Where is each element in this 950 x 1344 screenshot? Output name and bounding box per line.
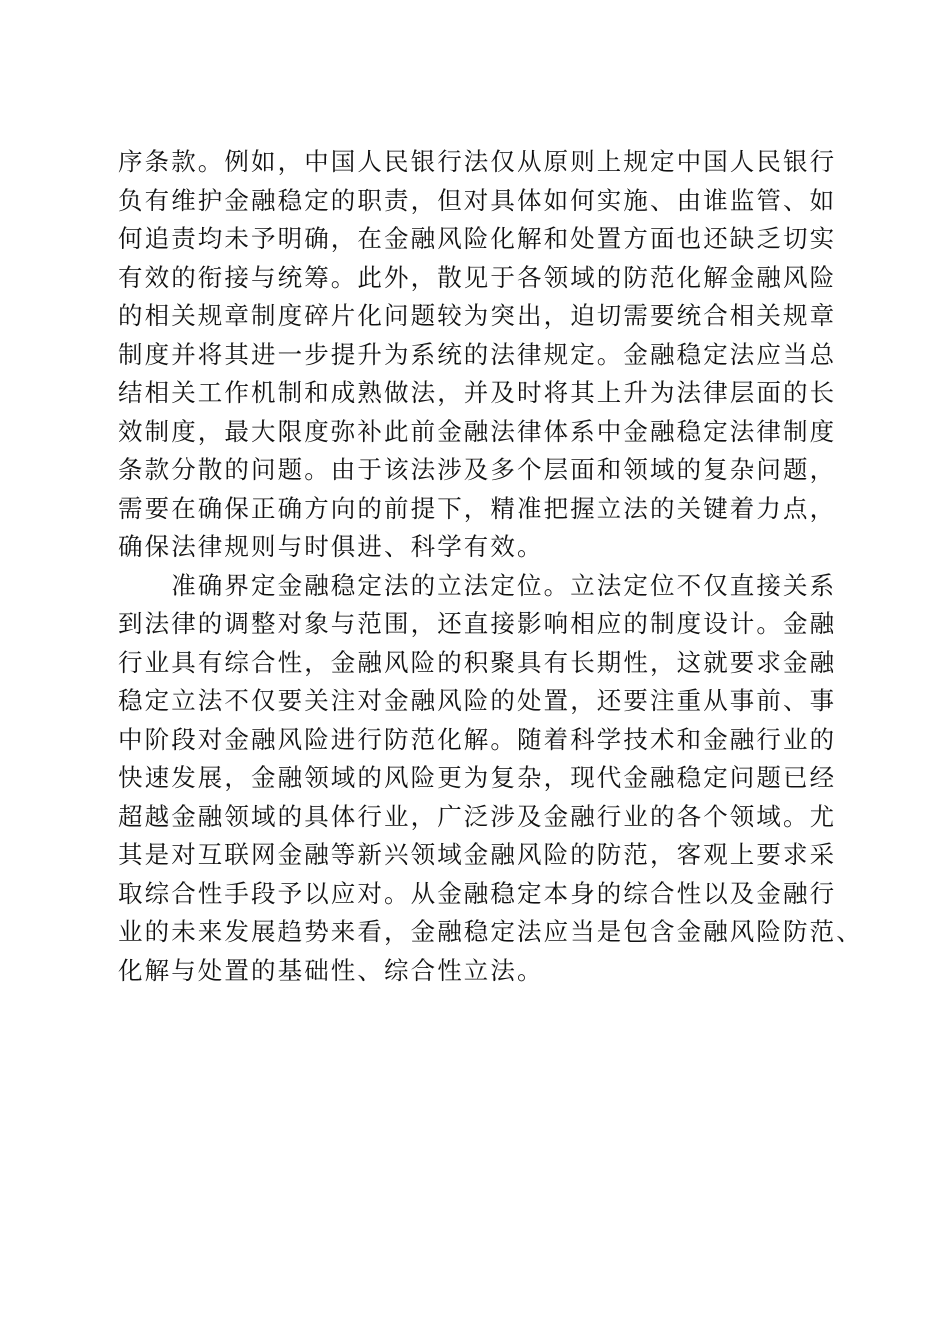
text-line: 负有维护金融稳定的职责，但对具体如何实施、由谁监管、如 [118,185,837,215]
text-line: 准确界定金融稳定法的立法定位。立法定位不仅直接关系 [118,570,837,600]
text-line: 结相关工作机制和成熟做法，并及时将其上升为法律层面的长 [118,378,837,407]
text-line: 何追责均未予明确，在金融风险化解和处置方面也还缺乏切实 [118,224,837,253]
text-line: 序条款。例如，中国人民银行法仅从原则上规定中国人民银行 [118,147,837,176]
text-line: 需要在确保正确方向的前提下，精准把握立法的关键着力点， [118,493,837,523]
paragraph-1 [118,143,858,567]
text-line: 稳定立法不仅要关注对金融风险的处置，还要注重从事前、事 [118,686,837,715]
text-line: 到法律的调整对象与范围，还直接影响相应的制度设计。金融 [118,609,837,638]
text-line: 的相关规章制度碎片化问题较为突出，迫切需要统合相关规章 [118,301,837,330]
text-line: 取综合性手段予以应对。从金融稳定本身的综合性以及金融行 [118,878,837,908]
text-line: 制度并将其进一步提升为系统的法律规定。金融稳定法应当总 [118,339,837,369]
text-line: 业的未来发展趋势来看，金融稳定法应当是包含金融风险防范、 [118,917,863,946]
text-line: 中阶段对金融风险进行防范化解。随着科学技术和金融行业的 [118,724,837,754]
document-body [118,143,863,990]
text-line: 效制度，最大限度弥补此前金融法律体系中金融稳定法律制度 [118,416,837,446]
text-line: 快速发展，金融领域的风险更为复杂，现代金融稳定问题已经 [118,763,837,792]
paragraph-2 [118,567,863,991]
text-line: 确保法律规则与时俱进、科学有效。 [118,532,544,561]
text-line: 超越金融领域的具体行业，广泛涉及金融行业的各个领域。尤 [118,801,837,831]
text-line: 有效的衔接与统筹。此外，散见于各领域的防范化解金融风险 [118,262,837,292]
text-line: 化解与处置的基础性、综合性立法。 [118,955,544,985]
text-line: 行业具有综合性，金融风险的积聚具有长期性，这就要求金融 [118,647,837,677]
text-line: 条款分散的问题。由于该法涉及多个层面和领域的复杂问题， [118,455,837,484]
text-line: 其是对互联网金融等新兴领域金融风险的防范，客观上要求采 [118,840,837,869]
